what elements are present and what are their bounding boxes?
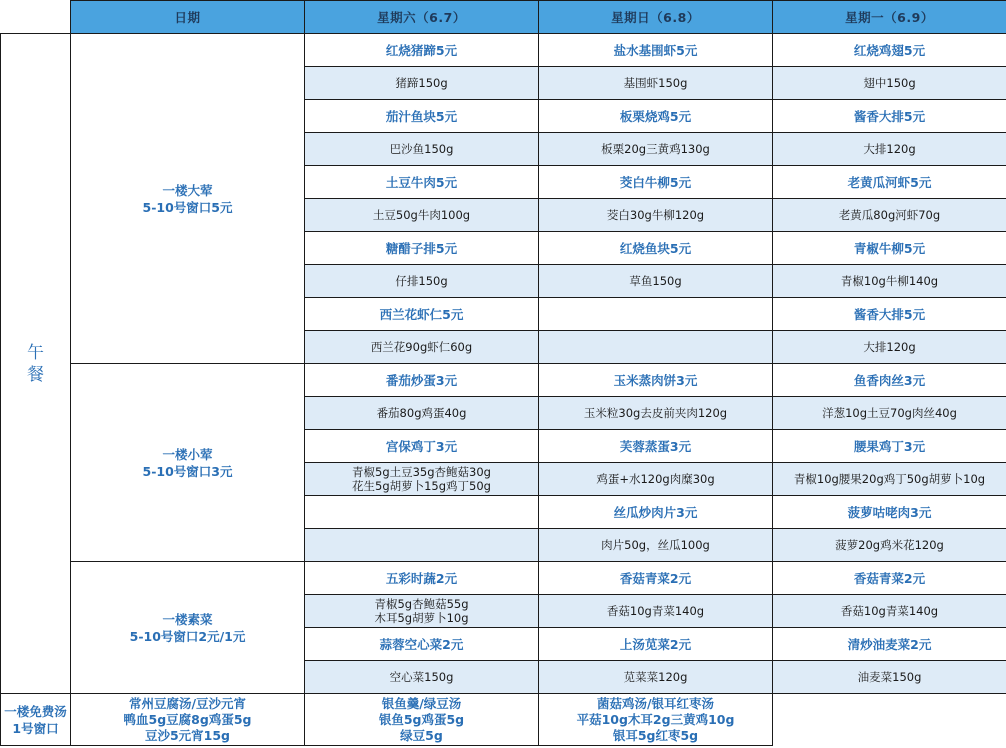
- ingredient-cell: [539, 199, 773, 232]
- dish-cell: [305, 34, 539, 67]
- dish-name: 青椒牛柳5元: [853, 241, 926, 256]
- ingredient-text: 大排120g: [863, 142, 916, 156]
- ingredient-text: 青椒10g牛柳140g: [840, 274, 939, 288]
- ingredient-text: 大排120g: [863, 340, 916, 354]
- ingredient-text: 老黄瓜80g河虾70g: [838, 208, 941, 222]
- dish-name: 红烧鸡翅5元: [853, 43, 926, 58]
- dish-cell: [305, 232, 539, 265]
- ingredient-text: 青椒10g腰果20g鸡丁50g胡萝卜10g: [793, 472, 986, 486]
- ingredient-text: 土豆50g牛肉100g: [372, 208, 471, 222]
- dish-name: 玉米蒸肉饼3元: [613, 373, 698, 388]
- ingredient-cell: [773, 331, 1006, 364]
- ingredient-text: 肉片50g，丝瓜100g: [601, 538, 710, 552]
- ingredient-cell: [305, 199, 539, 232]
- ingredient-text: 苋菜菜120g: [623, 670, 688, 684]
- dish-name: 香菇青菜2元: [853, 571, 926, 586]
- ingredient-text: 翅中150g: [863, 76, 916, 90]
- dish-cell: [305, 166, 539, 199]
- dish-name: 酱香大排5元: [853, 307, 926, 322]
- dish-cell: [539, 166, 773, 199]
- menu-body: [1, 34, 1006, 746]
- table-row: [1, 34, 1006, 67]
- ingredient-cell: [539, 67, 773, 100]
- dish-name: 腰果鸡丁3元: [853, 439, 926, 454]
- dish-name: 鱼香肉丝3元: [853, 373, 926, 388]
- dish-cell: [773, 628, 1006, 661]
- soup-cell: [71, 694, 305, 746]
- ingredient-text: 番茄80g鸡蛋40g: [376, 406, 467, 420]
- dish-cell: [539, 34, 773, 67]
- dish-cell: [773, 364, 1006, 397]
- ingredient-cell: [305, 661, 539, 694]
- dish-name: 宫保鸡丁3元: [385, 439, 458, 454]
- dish-cell: [773, 34, 1006, 67]
- meal-label: [1, 34, 71, 694]
- day-header-sat: 星期六（6.7）: [305, 1, 539, 34]
- ingredient-text: 巴沙鱼150g: [389, 142, 454, 156]
- dish-name: 茭白牛柳5元: [619, 175, 692, 190]
- date-header: 日期: [71, 1, 305, 34]
- dish-cell: [773, 100, 1006, 133]
- ingredient-cell: [305, 67, 539, 100]
- dish-name: 老黄瓜河虾5元: [847, 175, 932, 190]
- dish-name: 清炒油麦菜2元: [847, 637, 932, 652]
- group-label-text: 一楼大荤 5-10号窗口5元: [142, 182, 233, 215]
- group-label: [71, 34, 305, 364]
- dish-name: 蒜蓉空心菜2元: [379, 637, 464, 652]
- dish-cell: [305, 496, 539, 529]
- day-header-mon: 星期一（6.9）: [773, 1, 1006, 34]
- ingredient-cell: [773, 265, 1006, 298]
- ingredient-cell: [305, 529, 539, 562]
- ingredient-cell: [773, 67, 1006, 100]
- ingredient-text: 鸡蛋+水120g肉糜30g: [596, 472, 715, 486]
- ingredient-text: 板栗20g三黄鸡130g: [601, 142, 710, 156]
- dish-name: 菠萝咕咾肉3元: [847, 505, 932, 520]
- dish-name: 茄汁鱼块5元: [385, 109, 458, 124]
- dish-name: 上汤苋菜2元: [619, 637, 692, 652]
- ingredient-cell: [539, 595, 773, 628]
- dish-name: 香菇青菜2元: [619, 571, 692, 586]
- corner-cell: [1, 1, 71, 34]
- ingredient-cell: [539, 661, 773, 694]
- ingredient-cell: [773, 595, 1006, 628]
- ingredient-text: 猪蹄150g: [395, 76, 448, 90]
- dish-cell: [539, 364, 773, 397]
- ingredient-cell: [773, 397, 1006, 430]
- dish-cell: [305, 430, 539, 463]
- dish-cell: [305, 562, 539, 595]
- dish-cell: [539, 100, 773, 133]
- dish-cell: [305, 364, 539, 397]
- dish-name: 糖醋子排5元: [385, 241, 458, 256]
- soup-text: 菌菇鸡汤/银耳红枣汤 平菇10g木耳2g三黄鸡10g 银耳5g红枣5g: [576, 695, 735, 743]
- day-header-sun: 星期日（6.8）: [539, 1, 773, 34]
- ingredient-text: 茭白30g牛柳120g: [606, 208, 705, 222]
- ingredient-cell: [773, 661, 1006, 694]
- ingredient-text: 玉米粒30g去皮前夹肉120g: [583, 406, 728, 420]
- soup-row: [1, 694, 1006, 746]
- soup-text: 银鱼羹/绿豆汤 银鱼5g鸡蛋5g 绿豆5g: [378, 695, 465, 743]
- dish-cell: [539, 298, 773, 331]
- table-row: [1, 562, 1006, 595]
- dish-name: 丝瓜炒肉片3元: [613, 505, 698, 520]
- ingredient-cell: [539, 133, 773, 166]
- dish-cell: [773, 232, 1006, 265]
- soup-cell: [305, 694, 539, 746]
- dish-name: 土豆牛肉5元: [385, 175, 458, 190]
- ingredient-text: 基围虾150g: [623, 76, 688, 90]
- dish-name: 盐水基围虾5元: [613, 43, 698, 58]
- dish-name: 酱香大排5元: [853, 109, 926, 124]
- ingredient-cell: [305, 331, 539, 364]
- dish-name: 番茄炒蛋3元: [385, 373, 458, 388]
- dish-cell: [539, 628, 773, 661]
- group-label-text: 一楼素菜 5-10号窗口2元/1元: [129, 611, 246, 644]
- ingredient-cell: [305, 463, 539, 496]
- ingredient-cell: [539, 463, 773, 496]
- ingredient-text: 菠萝20g鸡米花120g: [835, 538, 944, 552]
- ingredient-cell: [539, 331, 773, 364]
- ingredient-text: 洋葱10g土豆70g肉丝40g: [822, 406, 957, 420]
- dish-cell: [773, 562, 1006, 595]
- soup-label: [1, 694, 71, 746]
- ingredient-text: 西兰花90g虾仁60g: [370, 340, 473, 354]
- ingredient-text: 青椒5g土豆35g杏鲍菇30g 花生5g胡萝卜15g鸡丁50g: [352, 465, 491, 493]
- dish-cell: [305, 100, 539, 133]
- dish-name: 西兰花虾仁5元: [379, 307, 464, 322]
- ingredient-cell: [305, 265, 539, 298]
- dish-name: 红烧鱼块5元: [619, 241, 692, 256]
- ingredient-text: 仔排150g: [395, 274, 448, 288]
- dish-cell: [539, 430, 773, 463]
- ingredient-cell: [773, 529, 1006, 562]
- ingredient-cell: [773, 133, 1006, 166]
- group-label: [71, 364, 305, 562]
- ingredient-cell: [305, 133, 539, 166]
- dish-name: 芙蓉蒸蛋3元: [619, 439, 692, 454]
- dish-cell: [539, 562, 773, 595]
- ingredient-text: 香菇10g青菜140g: [840, 604, 939, 618]
- ingredient-cell: [539, 529, 773, 562]
- ingredient-cell: [539, 397, 773, 430]
- ingredient-cell: [773, 463, 1006, 496]
- dish-name: 红烧猪蹄5元: [385, 43, 458, 58]
- ingredient-cell: [773, 199, 1006, 232]
- dish-cell: [539, 232, 773, 265]
- dish-cell: [773, 430, 1006, 463]
- ingredient-text: 青椒5g杏鲍菇55g 木耳5g胡萝卜10g: [374, 597, 469, 625]
- soup-label-text: 一楼免费汤1号窗口: [4, 703, 67, 736]
- group-label-text: 一楼小荤 5-10号窗口3元: [142, 446, 233, 479]
- meal-label-text: 午 餐: [27, 342, 44, 385]
- ingredient-cell: [539, 265, 773, 298]
- group-label: [71, 562, 305, 694]
- soup-text: 常州豆腐汤/豆沙元宵 鸭血5g豆腐8g鸡蛋5g 豆沙5元宵15g: [123, 695, 252, 743]
- dish-name: 五彩时蔬2元: [385, 571, 458, 586]
- ingredient-text: 草鱼150g: [629, 274, 682, 288]
- ingredient-text: 香菇10g青菜140g: [606, 604, 705, 618]
- ingredient-text: 油麦菜150g: [857, 670, 922, 684]
- table-row: [1, 364, 1006, 397]
- dish-cell: [773, 166, 1006, 199]
- dish-cell: [305, 298, 539, 331]
- ingredient-cell: [305, 397, 539, 430]
- soup-cell: [539, 694, 773, 746]
- dish-cell: [773, 496, 1006, 529]
- header-row: [1, 1, 1006, 34]
- dish-cell: [773, 298, 1006, 331]
- ingredient-text: 空心菜150g: [389, 670, 454, 684]
- ingredient-cell: [305, 595, 539, 628]
- dish-cell: [305, 628, 539, 661]
- dish-cell: [539, 496, 773, 529]
- dish-name: 板栗烧鸡5元: [619, 109, 692, 124]
